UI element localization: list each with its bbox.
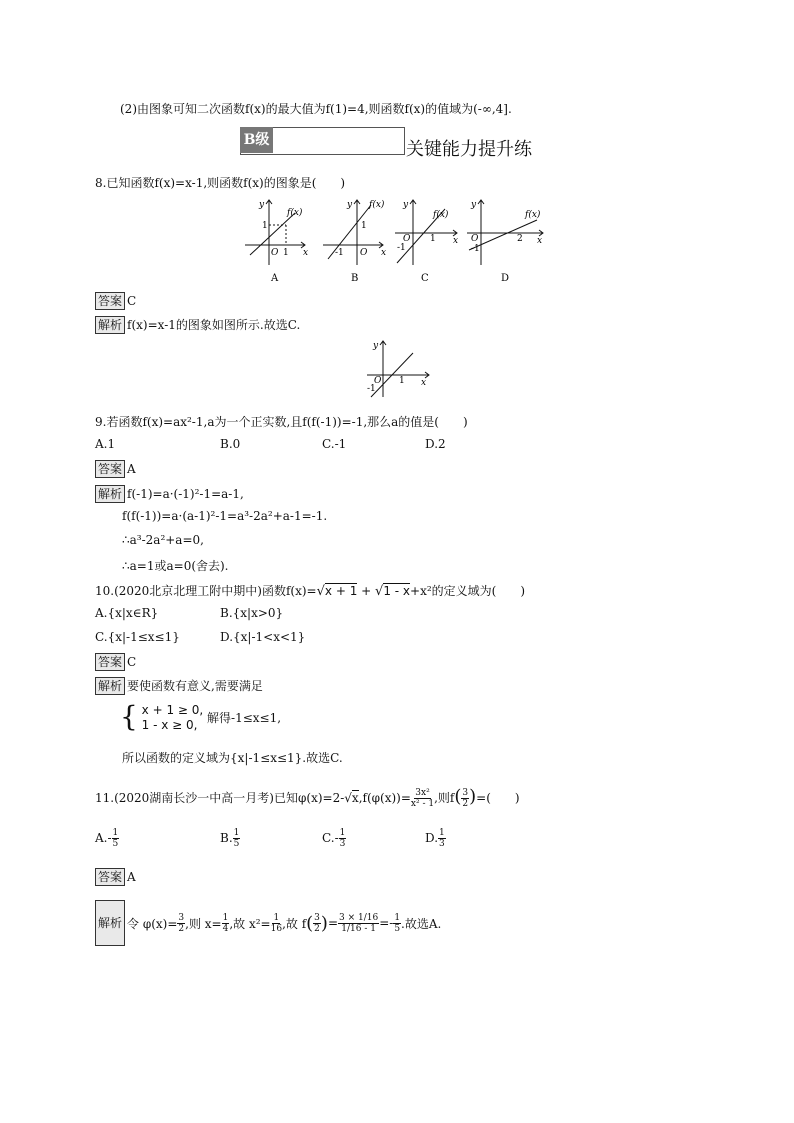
q9-line-2: f(f(-1))=a·(a-1)²-1=a³-2a²+a-1=-1. <box>122 509 328 523</box>
graph-c <box>395 200 458 284</box>
svg-text:y: y <box>373 341 379 351</box>
intro-line: (2)由图象可知二次函数f(x)的最大值为f(1)=4,则函数f(x)的值域为(-∞,4]. <box>120 102 512 116</box>
q10-stem: 10.(2020北京北理工附中期中)函数f(x)=√x + 1 + √1 - x+x²的定义域为( ) <box>95 584 526 599</box>
analysis-tag: 解析 <box>95 316 125 334</box>
q9-option-a: A.1 <box>95 437 116 451</box>
q10-conclusion: 所以函数的定义域为{x|-1≤x≤1}.故选C. <box>122 751 343 765</box>
q8-graphs <box>245 195 555 290</box>
analysis-tag: 解析 <box>95 485 125 503</box>
svg-text:x: x <box>537 236 543 246</box>
svg-text:-1: -1 <box>367 384 376 394</box>
svg-text:-1: -1 <box>471 244 480 254</box>
svg-text:O: O <box>271 248 279 258</box>
q9-stem: 9.若函数f(x)=ax²-1,a为一个正实数,且f(f(-1))=-1,那么a的值是( ) <box>95 415 468 429</box>
q11-answer: A <box>127 870 136 884</box>
q10-option-d: D.{x|-1<x<1} <box>220 630 306 644</box>
q10-analysis-intro: 要使函数有意义,需要满足 <box>127 679 263 693</box>
graph-label-c: C <box>421 273 429 284</box>
q11-analysis: 解析 令 φ(x)= $\frac{3}{2}$ ,则 x= $\frac{1}{4}$ ,故 x²= $\frac{1}{16}$ ,故 f ( $\frac{3}{2}$ ) = $\frac{3 \times 1/16}{1/16 - 1}$ =- $\frac{1}{5}$ .故选A. <box>95 900 441 946</box>
q9-option-c: C.-1 <box>322 437 347 451</box>
q9-answer: A <box>127 462 136 476</box>
svg-text:1: 1 <box>361 221 367 231</box>
svg-text:f(x): f(x) <box>287 208 303 218</box>
svg-text:1: 1 <box>262 221 268 231</box>
svg-text:x: x <box>421 378 427 388</box>
svg-text:y: y <box>471 200 477 210</box>
graph-b <box>323 199 386 284</box>
q10-option-b: B.{x|x>0} <box>220 606 284 620</box>
graph-label-b: B <box>351 273 359 284</box>
svg-text:f(x): f(x) <box>433 210 449 220</box>
svg-text:x: x <box>303 248 309 258</box>
graph-d <box>467 200 543 284</box>
q9-line-3: ∴a³-2a²+a=0, <box>122 533 204 547</box>
svg-text:y: y <box>259 200 265 210</box>
svg-text:O: O <box>403 234 411 244</box>
svg-text:x: x <box>453 236 459 246</box>
svg-text:O: O <box>360 248 368 258</box>
answer-tag: 答案 <box>95 460 125 478</box>
svg-text:2: 2 <box>517 234 523 244</box>
q8-answer: C <box>127 294 137 308</box>
answer-tag: 答案 <box>95 292 125 310</box>
svg-text:-1: -1 <box>335 248 344 258</box>
svg-text:y: y <box>347 200 353 210</box>
analysis-tag: 解析 <box>95 900 125 946</box>
answer-tag: 答案 <box>95 653 125 671</box>
svg-text:f(x): f(x) <box>525 210 541 220</box>
q10-system-line-2: 1 - x ≥ 0, <box>141 718 198 732</box>
q11-option-b: B. $\frac{1}{5}$ <box>220 828 240 849</box>
level-title: 关键能力提升练 <box>406 139 532 160</box>
svg-text:1: 1 <box>399 376 405 386</box>
q9-option-d: D.2 <box>425 437 446 451</box>
analysis-tag: 解析 <box>95 677 125 695</box>
q9-option-b: B.0 <box>220 437 241 451</box>
svg-text:y: y <box>403 200 409 210</box>
svg-text:O: O <box>374 376 382 386</box>
q11-option-a: A.- $\frac{1}{5}$ <box>95 828 119 849</box>
q10-option-a: A.{x|x∈R} <box>95 606 159 620</box>
q8-analysis: f(x)=x-1的图象如图所示.故选C. <box>127 318 301 332</box>
svg-text:x: x <box>381 248 387 258</box>
q10-system-line-1: x + 1 ≥ 0, <box>141 703 204 717</box>
svg-text:1: 1 <box>430 234 436 244</box>
graph-label-d: D <box>501 273 510 284</box>
q11-stem: 11.(2020湖南长沙一中高一月考)已知φ(x)=2-√x,f(φ(x))= $\frac{\text{3x²}}{\text{x² - 1}}$ ,则f( $\frac{3}{2}$ )=( ) <box>95 786 520 809</box>
answer-tag: 答案 <box>95 868 125 886</box>
q11-option-c: C.- $\frac{1}{3}$ <box>322 828 346 849</box>
q10-system: { x + 1 ≥ 0, 1 - x ≥ 0, 解得-1≤x≤1, <box>120 700 282 733</box>
q10-system-suffix: 解得-1≤x≤1, <box>207 711 282 725</box>
svg-text:-1: -1 <box>397 243 406 253</box>
graph-label-a: A <box>271 273 279 284</box>
svg-text:O: O <box>471 234 479 244</box>
q8-stem: 8.已知函数f(x)=x-1,则函数f(x)的图象是( ) <box>95 176 346 190</box>
level-badge: B级 <box>240 127 273 153</box>
q9-line-4: ∴a=1或a=0(舍去). <box>122 559 229 573</box>
svg-text:f(x): f(x) <box>369 200 385 210</box>
svg-text:1: 1 <box>283 248 289 258</box>
q8-solution-graph <box>363 337 433 399</box>
q10-option-c: C.{x|-1≤x≤1} <box>95 630 180 644</box>
q10-answer: C <box>127 655 137 669</box>
q11-option-d: D. $\frac{1}{3}$ <box>425 828 445 849</box>
graph-a <box>245 200 308 284</box>
q9-line-1: f(-1)=a·(-1)²-1=a-1, <box>127 487 244 501</box>
